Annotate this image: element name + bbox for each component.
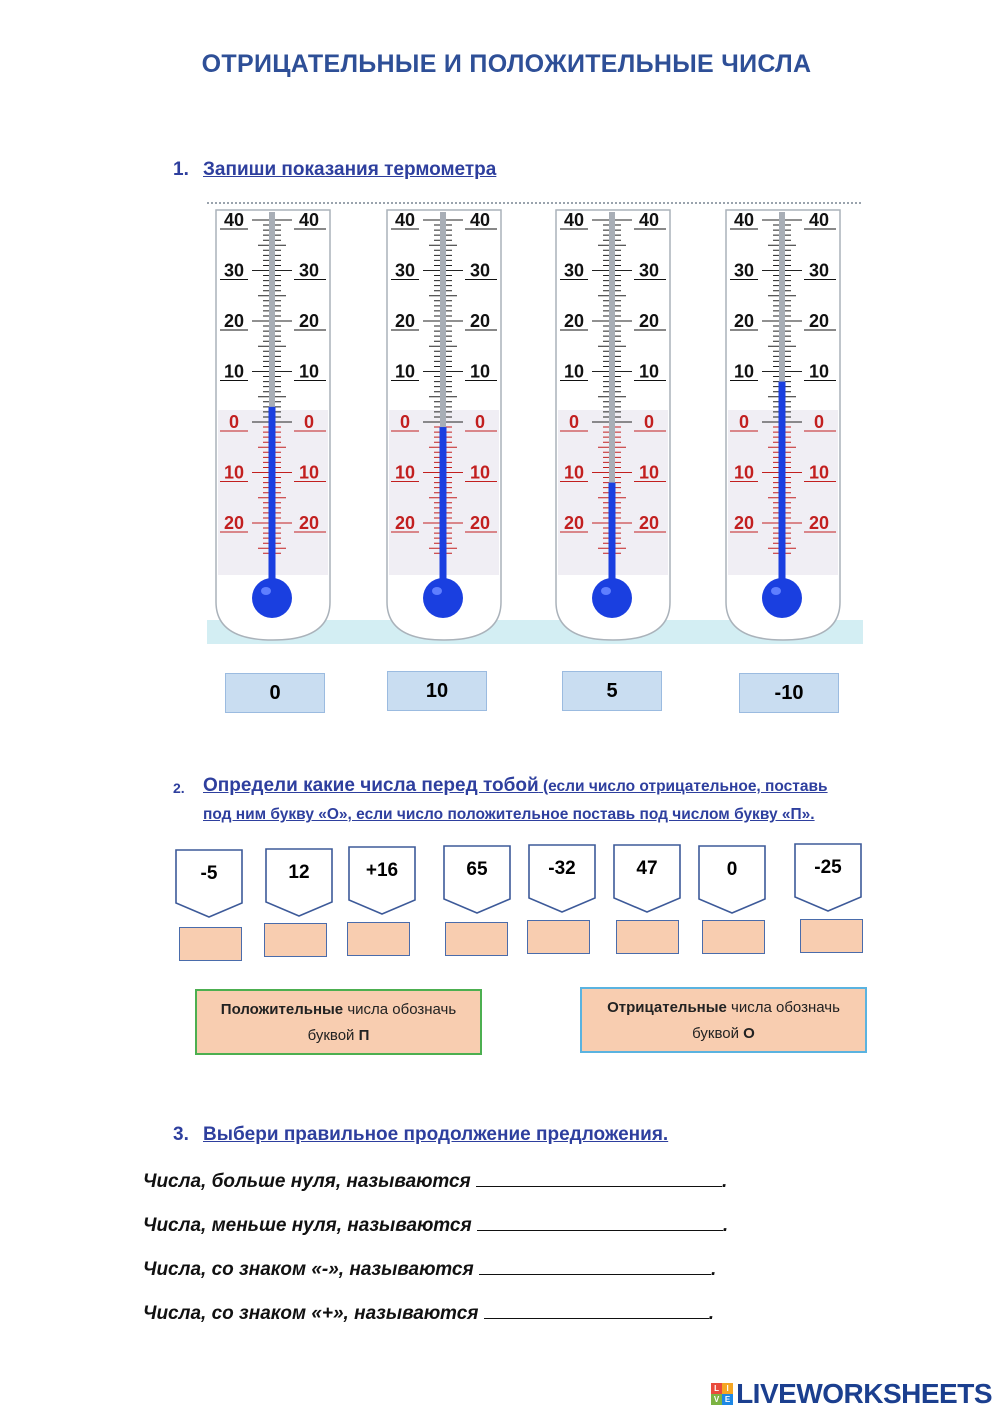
number-5-letter-field[interactable] [527,920,590,954]
thermometer-1-label-left: 10 [223,462,245,483]
task-3-text: Выбери правильное продолжение предложения. [203,1124,669,1145]
thermometer-4-label-left: 40 [733,210,755,230]
thermometer-2-bulb-highlight [432,587,442,595]
number-tag-value: 0 [726,859,738,880]
thermometer-3-bulb-highlight [601,587,611,595]
thermometer-3-label-right: 10 [638,462,660,483]
thermometer-3-label-right: 20 [638,513,660,533]
thermometer-2-label-left: 30 [394,260,416,281]
thermometer-3-label-left: 0 [568,412,580,432]
positive-legend-rest: числа обозначь [343,1001,457,1018]
thermometer-1 [216,210,330,640]
negative-legend-bold: Отрицательные [607,999,727,1016]
thermometer-2 [387,210,501,640]
thermometer-4-answer-field[interactable]: -10 [739,673,839,713]
sentence-2-blank[interactable] [477,1212,723,1231]
positive-legend-bold: Положительные [220,1001,344,1018]
number-4-letter-field[interactable] [445,922,508,956]
number-3-letter-field[interactable] [347,922,410,956]
thermometer-1-label-left: 40 [223,210,245,230]
positive-legend-letter: П [358,1027,370,1044]
thermometer-1-label-right: 20 [298,513,320,533]
sentence-4: Числа, со знаком «+», называются . [143,1300,714,1325]
thermometer-1-bulb-highlight [261,587,271,595]
number-tag-value: -32 [548,858,576,879]
number-7-letter-field[interactable] [702,920,765,954]
task-2-text: Определи какие числа перед тобой [203,775,539,796]
thermometer-2-label-left: 10 [394,462,416,483]
sentence-3: Числа, со знаком «-», называются . [143,1256,716,1281]
thermometer-2-label-right: 40 [469,210,491,230]
thermometer-4-label-right: 10 [808,462,830,483]
number-tag-6 [613,844,681,914]
thermometer-2-label-left: 20 [394,311,416,331]
number-tag-value: 65 [466,859,488,880]
thermometer-3-label-left: 40 [563,210,585,230]
sentence-4-blank[interactable] [484,1300,709,1319]
thermometer-4-label-left: 10 [733,361,755,382]
thermometer-2-label-right: 20 [469,311,491,331]
sentence-1: Числа, больше нуля, называются . [143,1168,727,1193]
thermometer-2-label-left: 10 [394,361,416,382]
task-1-text: Запиши показания термометра [203,159,497,180]
thermometer-1-label-left: 0 [228,412,240,432]
thermometer-3-bulb [592,578,632,618]
thermometer-2-label-left: 0 [399,412,411,432]
task-2-note-line-1: (если число отрицательное, поставь [538,778,828,795]
thermometer-4 [726,210,840,640]
thermometer-1-label-right: 0 [303,412,315,432]
negative-legend-line2: буквой [692,1025,744,1042]
thermometer-4-label-left: 20 [733,311,755,331]
number-tag-3 [348,846,416,916]
sentence-3-blank[interactable] [479,1256,711,1275]
thermometer-3-label-right: 0 [643,412,655,432]
thermometer-3-label-right: 20 [638,311,660,331]
thermometer-1-label-right: 40 [298,210,320,230]
thermometer-4-mercury [779,382,786,590]
number-8-letter-field[interactable] [800,919,863,953]
thermometer-2-label-right: 20 [469,513,491,533]
number-tag-value: +16 [365,860,399,881]
thermometer-2-label-left: 20 [394,513,416,533]
liveworksheets-watermark [711,1378,992,1410]
thermometer-2-mercury [440,427,447,590]
thermometer-1-mercury [269,407,276,590]
number-tag-value: -25 [814,857,842,878]
number-tag-4 [443,845,511,915]
number-tag-2 [265,848,333,918]
thermometer-1-label-left: 30 [223,260,245,281]
thermometer-4-label-left: 20 [733,513,755,533]
positive-legend-box [195,989,482,1055]
thermometer-1-label-right: 10 [298,361,320,382]
thermometer-4-label-left: 30 [733,260,755,281]
thermometer-3-answer-field[interactable]: 5 [562,671,662,711]
thermometer-2-answer-field[interactable]: 10 [387,671,487,711]
thermometer-4-label-right: 30 [808,260,830,281]
number-tag-7 [698,845,766,915]
number-tag-8 [794,843,862,913]
thermometer-2-label-right: 10 [469,361,491,382]
thermometer-4-bulb [762,578,802,618]
thermometer-3-mercury [609,483,616,590]
thermometer-4-label-right: 40 [808,210,830,230]
number-2-letter-field[interactable] [264,923,327,957]
thermometer-4-label-left: 0 [738,412,750,432]
thermometer-4-label-right: 20 [808,513,830,533]
thermometer-1-label-left: 20 [223,513,245,533]
negative-legend-letter: О [743,1025,755,1042]
thermometer-2-label-right: 30 [469,260,491,281]
thermometer-2-label-right: 10 [469,462,491,483]
number-6-letter-field[interactable] [616,920,679,954]
thermometer-3-label-left: 20 [563,513,585,533]
number-tag-1 [175,849,243,919]
thermometer-4-label-left: 10 [733,462,755,483]
sentence-1-blank[interactable] [476,1168,722,1187]
negative-legend-rest: числа обозначь [726,999,840,1016]
thermometer-1-label-right: 20 [298,311,320,331]
negative-legend-box [580,987,867,1053]
number-tag-5 [528,844,596,914]
thermometer-2-label-left: 40 [394,210,416,230]
thermometer-1-label-right: 30 [298,260,320,281]
thermometer-1-label-right: 10 [298,462,320,483]
thermometer-3-label-left: 10 [563,361,585,382]
sentence-2: Числа, меньше нуля, называются . [143,1212,728,1237]
thermometer-1-label-left: 20 [223,311,245,331]
positive-legend-line2: буквой [307,1027,359,1044]
thermometer-2-label-right: 0 [474,412,486,432]
thermometer-4-label-right: 20 [808,311,830,331]
thermometer-3-label-right: 30 [638,260,660,281]
thermometer-3-label-left: 10 [563,462,585,483]
task-2-number: 2. [173,780,185,796]
thermometer-3-label-left: 20 [563,311,585,331]
watermark-text: LIVEWORKSHEETS [736,1378,992,1409]
task-1-number: 1. [173,159,189,180]
task-3-number: 3. [173,1124,189,1145]
number-tag-value: -5 [200,863,218,884]
task-2-note-line-2: под ним букву «О», если число положительное поставь под числом букву «П». [203,806,815,823]
thermometer-4-label-right: 10 [808,361,830,382]
thermometer-4-label-right: 0 [813,412,825,432]
thermometer-3 [556,210,670,640]
thermometer-2-bulb [423,578,463,618]
thermometer-3-label-right: 10 [638,361,660,382]
thermometer-3-label-left: 30 [563,260,585,281]
number-tag-value: 12 [288,862,310,883]
thermometer-3-label-right: 40 [638,210,660,230]
page-title: ОТРИЦАТЕЛЬНЫЕ И ПОЛОЖИТЕЛЬНЫЕ ЧИСЛА [201,50,812,78]
thermometer-1-bulb [252,578,292,618]
liveworksheets-logo-icon: L I V E [711,1383,733,1405]
thermometer-4-bulb-highlight [771,587,781,595]
number-1-letter-field[interactable] [179,927,242,961]
thermometer-1-label-left: 10 [223,361,245,382]
number-tag-value: 47 [636,858,658,879]
thermometer-1-answer-field[interactable]: 0 [225,673,325,713]
